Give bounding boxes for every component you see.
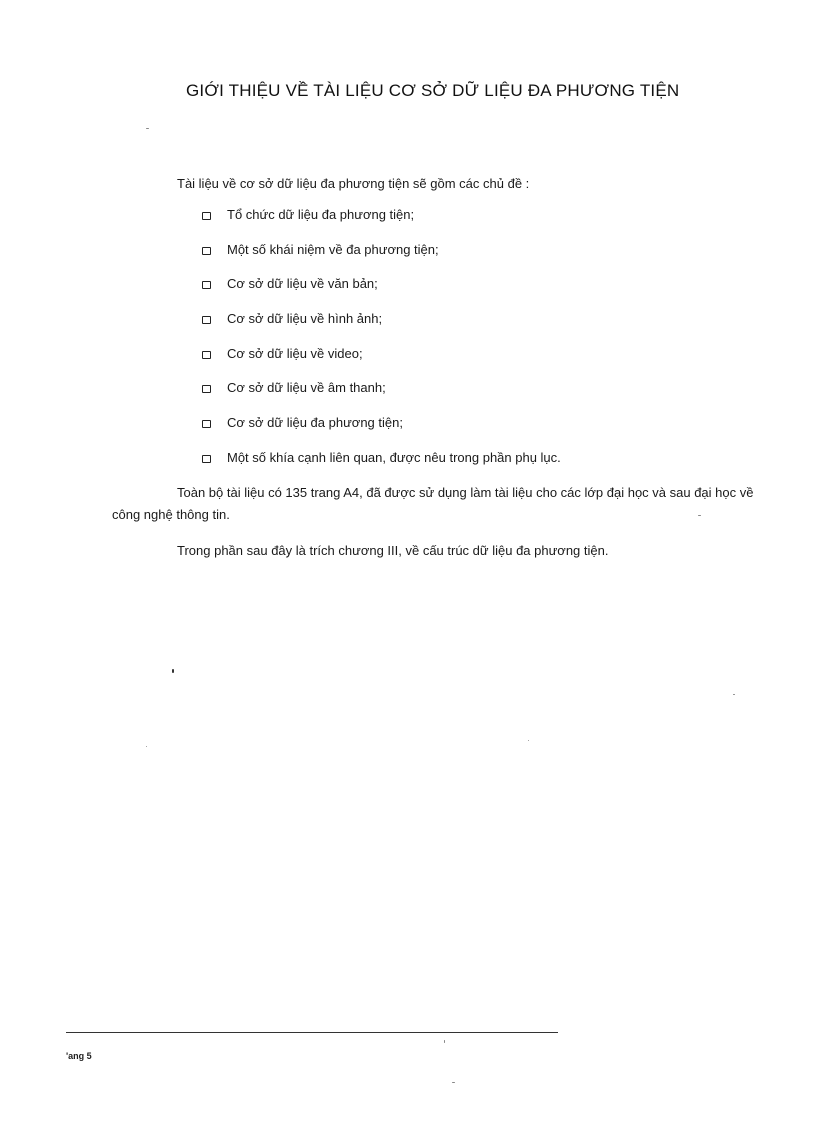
scan-speck [444, 1040, 445, 1043]
checkbox-bullet-icon [202, 455, 211, 463]
list-item [202, 346, 561, 381]
list-item [202, 415, 561, 450]
checkbox-bullet-icon [202, 212, 211, 220]
topic-label: Một số khái niệm về đa phương tiện; [227, 241, 439, 257]
scan-speck [452, 1082, 455, 1083]
page-number: 'ang 5 [66, 1051, 92, 1061]
topic-label: Cơ sở dữ liệu về văn bản; [227, 276, 378, 292]
list-item [202, 380, 561, 415]
topic-list [202, 207, 561, 485]
list-item [202, 242, 561, 277]
list-item [202, 311, 561, 346]
topic-label: Cơ sở dữ liệu về âm thanh; [227, 380, 386, 396]
body-paragraph: Trong phần sau đây là trích chương III, về cấu trúc dữ liệu đa phương tiện. [177, 543, 609, 558]
scan-speck [172, 669, 174, 673]
intro-text: Tài liệu về cơ sở dữ liệu đa phương tiện sẽ gồm các chủ đề : [177, 176, 530, 191]
scan-speck [733, 694, 735, 695]
checkbox-bullet-icon [202, 420, 211, 428]
scan-speck [146, 746, 147, 747]
scan-speck [698, 515, 701, 516]
checkbox-bullet-icon [202, 316, 211, 324]
checkbox-bullet-icon [202, 385, 211, 393]
topic-label: Cơ sở dữ liệu đa phương tiện; [227, 415, 403, 431]
topic-label: Tổ chức dữ liệu đa phương tiện; [227, 207, 415, 222]
list-item [202, 276, 561, 311]
document-title: GIỚI THIỆU VỀ TÀI LIỆU CƠ SỞ DỮ LIỆU ĐA PHƯƠNG TIỆN [186, 81, 680, 101]
topic-label: Cơ sở dữ liệu về hình ảnh; [227, 311, 383, 327]
checkbox-bullet-icon [202, 281, 211, 289]
scan-speck [146, 128, 149, 129]
scan-speck [528, 740, 529, 741]
footer-divider [66, 1032, 558, 1033]
checkbox-bullet-icon [202, 247, 211, 255]
list-item [202, 450, 561, 485]
topic-label: Cơ sở dữ liệu về video; [227, 345, 363, 361]
list-item [202, 207, 561, 242]
checkbox-bullet-icon [202, 351, 211, 359]
body-paragraph: Toàn bộ tài liệu có 135 trang A4, đã được sử dụng làm tài liệu cho các lớp đại học và sau đại học về công nghệ thông tin. [112, 485, 754, 522]
topic-label: Một số khía cạnh liên quan, được nêu trong phần phụ lục. [227, 449, 561, 465]
